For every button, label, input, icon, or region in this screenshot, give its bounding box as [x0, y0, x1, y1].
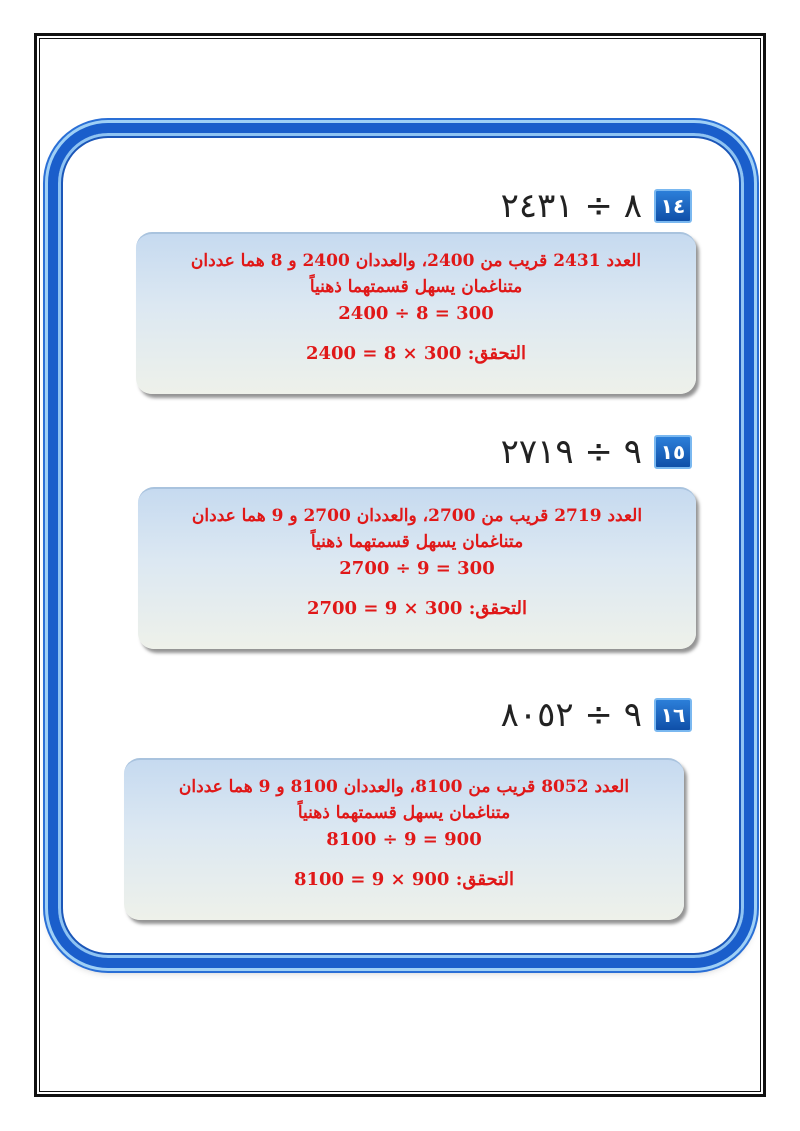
division-expression: ٩ ÷ ٢٧١٩: [500, 432, 642, 472]
check-line: التحقق: 900 × 9 = 8100: [293, 869, 515, 890]
explanation-line-2: متناغمان يسهل قسمتهما ذهنياً: [309, 277, 523, 297]
problem-header: [501, 695, 692, 735]
explanation-line-2: متناغمان يسهل قسمتهما ذهنياً: [310, 532, 524, 552]
explanation-line-1: العدد 2431 قريب من 2400، والعددان 2400 و 8 هما عددان: [190, 251, 642, 271]
check-line: التحقق: 300 × 8 = 2400: [305, 343, 527, 364]
answer-card: [136, 232, 696, 394]
explanation-line-2: متناغمان يسهل قسمتهما ذهنياً: [297, 803, 511, 823]
division-result: 300 = 9 ÷ 2700: [339, 558, 495, 579]
problem-number-badge: ١٤: [654, 189, 692, 223]
check-line: التحقق: 300 × 9 = 2700: [306, 598, 528, 619]
problem-number-badge: ١٦: [654, 698, 692, 732]
division-expression: ٩ ÷ ٨٠٥٢: [500, 695, 642, 735]
answer-card: [124, 758, 684, 920]
explanation-line-1: العدد 2719 قريب من 2700، والعددان 2700 و 9 هما عددان: [191, 506, 643, 526]
division-result: 900 = 9 ÷ 8100: [326, 829, 482, 850]
problem-header: [501, 432, 692, 472]
problem-number-badge: ١٥: [654, 435, 692, 469]
division-result: 300 = 8 ÷ 2400: [338, 303, 494, 324]
explanation-line-1: العدد 8052 قريب من 8100، والعددان 8100 و 9 هما عددان: [178, 777, 630, 797]
problem-header: [501, 186, 692, 226]
division-expression: ٨ ÷ ٢٤٣١: [500, 186, 642, 226]
answer-card: [138, 487, 696, 649]
